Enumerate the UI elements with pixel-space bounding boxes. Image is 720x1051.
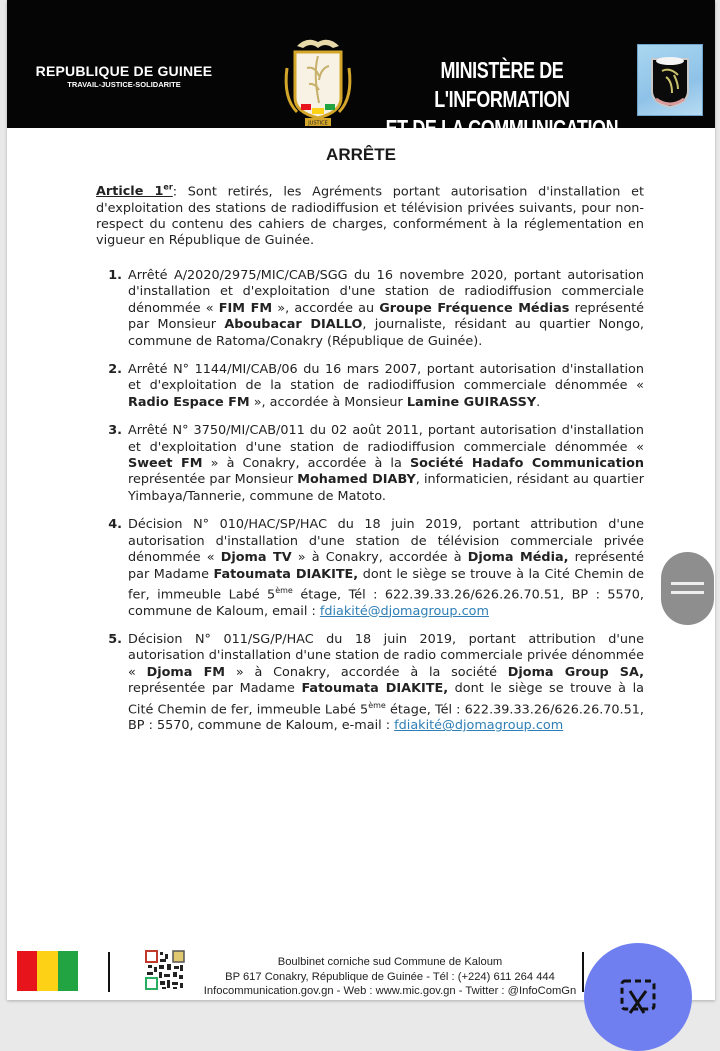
screenshot-crop-button[interactable] <box>584 943 692 1051</box>
ministry-name <box>381 56 623 143</box>
station-name: Djoma TV <box>220 550 292 566</box>
representative-name: Mohamed DIABY <box>297 472 416 488</box>
item-text: » à Conakry, accordée à la <box>202 456 410 472</box>
item-text: Arrêté N° 3750/MI/CAB/011 du 02 août 2011, portant autorisation d'installation et d'exploitation d'une station de radiodiffusion commerciale dénommée « <box>128 423 644 455</box>
item-text: représenté par Monsieur <box>128 300 644 333</box>
station-name: Djoma FM <box>146 664 226 680</box>
list-item <box>96 423 644 505</box>
qr-code-icon <box>145 950 185 990</box>
item-text: représentée par Monsieur <box>128 472 298 488</box>
coat-of-arms-icon <box>277 28 359 128</box>
flag-red-band <box>17 951 37 991</box>
licensee-name: Djoma Média, <box>467 550 569 566</box>
screenshot-crop-icon <box>618 977 658 1017</box>
footer-divider <box>582 952 584 992</box>
item-text: Décision N° 011/SG/P/HAC du 18 juin 2019, portant attribution d'une autorisation d'installation d'une station de radio commerciale privée dénommée « <box>128 631 644 680</box>
item-text: représentée par Madame <box>128 681 302 697</box>
drag-handle-icon[interactable] <box>661 552 714 625</box>
item-text: » à Conakry, accordée à <box>291 550 468 566</box>
flag-yellow-band <box>37 951 57 991</box>
article-1 <box>96 180 644 250</box>
flag-green-band <box>58 951 78 991</box>
list-item <box>96 362 644 411</box>
footer-line-3: Infocommunication.gov.gn - Web : www.mic.gov.gn - Twitter : @InfoComGn <box>203 985 577 997</box>
item-text: » à Conakry, accordée à la société <box>225 664 508 680</box>
item-text: », accordée au <box>272 300 380 316</box>
document-title: ARRÊTE <box>326 145 396 164</box>
article-label-sup: er <box>163 183 173 192</box>
item-number: 5. <box>108 631 122 647</box>
item-text: , informaticien, résidant au quartier Yimbaya/Tannerie, commune de Matoto. <box>128 472 644 504</box>
letterhead <box>7 0 715 141</box>
footer-line-2: BP 617 Conakry, République de Guinée - Tél : (+224) 611 264 444 <box>225 970 555 983</box>
item-text: dont le siège se trouve à la Cité Chemin de fer, immeuble Labé 5 <box>128 566 644 603</box>
item-text: . <box>536 394 541 410</box>
item-text: étage, Tél : 622.39.33.26/626.26.70.51, BP : 5570, commune de Kaloum, e-mail : <box>128 701 644 734</box>
item-number: 4. <box>108 517 122 533</box>
item-text: représenté par Madame <box>128 550 644 582</box>
article-text: : Sont retirés, les Agréments portant autorisation d'installation et d'exploitation des stations de radiodiffusion et télévision privées suivants, pour non-respect du contenu des cahiers de charges, conformément à la réglementation en vigueur en République de Guinée. <box>96 184 644 249</box>
ministry-shield-icon <box>637 44 703 116</box>
item-text: étage, Tél : 622.39.33.26/626.26.70.51, BP : 5570, commune de Kaloum, email : <box>128 587 645 619</box>
email-link[interactable]: fdiakité@djomagroup.com <box>319 603 489 619</box>
item-number: 2. <box>108 362 122 378</box>
representative-name: Aboubacar DIALLO <box>224 317 363 333</box>
list-item <box>96 517 644 620</box>
licensee-name: Lamine GUIRASSY <box>406 394 537 410</box>
item-text: Arrêté A/2020/2975/MIC/CAB/SGG du 16 novembre 2020, portant autorisation d'installation et d'exploitation d'une station de radiodiffusion commerciale dénommée « <box>128 268 644 316</box>
licensee-name: Société Hadafo Communication <box>409 456 644 472</box>
ministry-line-1: MINISTÈRE DE L'INFORMATION <box>434 57 570 112</box>
licensee-name: Djoma Group SA, <box>507 664 644 680</box>
item-text: Décision N° 010/HAC/SP/HAC du 18 juin 2019, portant attribution d'une autorisation d'installation d'une station de télévision commerciale privée dénommée « <box>128 517 644 566</box>
document-page <box>7 0 715 1000</box>
station-name: FIM FM <box>218 300 273 316</box>
station-name: Sweet FM <box>128 456 203 472</box>
item-text: , journaliste, résidant au quartier Nongo, commune de Ratoma/Conakry (République de Guinée). <box>128 317 644 349</box>
footer-address <box>195 955 585 999</box>
article-label <box>96 184 173 199</box>
republic-motto: TRAVAIL-JUSTICE-SOLIDARITE <box>67 80 181 89</box>
item-text: Arrêté N° 1144/MI/CAB/06 du 16 mars 2007, portant autorisation d'installation et d'exploitation de la station de radiodiffusion commerciale dénommée « <box>128 362 644 394</box>
ministry-line-2: ET DE LA COMMUNICATION <box>385 115 619 141</box>
item-text: », accordée à Monsieur <box>249 394 407 410</box>
representative-name: Fatoumata DIAKITE, <box>301 681 449 697</box>
list-item <box>96 268 644 350</box>
representative-name: Fatoumata DIAKITE, <box>213 566 359 582</box>
republic-name: REPUBLIQUE DE GUINEE <box>35 63 213 79</box>
item-text: dont le siège se trouve à la Cité Chemin de fer, immeuble Labé 5 <box>128 681 644 717</box>
email-link[interactable]: fdiakité@djomagroup.com <box>394 718 564 734</box>
guinea-flag-icon <box>17 951 78 991</box>
footer-divider <box>108 952 110 992</box>
list-item <box>96 632 644 735</box>
station-name: Radio Espace FM <box>128 394 250 410</box>
licensee-name: Groupe Fréquence Médias <box>379 300 570 316</box>
floor-sup: ème <box>368 700 386 710</box>
emblem-text: JUSTICE <box>308 120 328 127</box>
item-number: 3. <box>108 423 122 439</box>
item-number: 1. <box>108 268 122 283</box>
floor-sup: ème <box>275 585 293 595</box>
footer-line-1: Boulbinet corniche sud Commune de Kaloum <box>277 956 503 968</box>
revoked-licenses-list <box>96 268 644 749</box>
article-label-text: Article 1 <box>96 184 164 200</box>
